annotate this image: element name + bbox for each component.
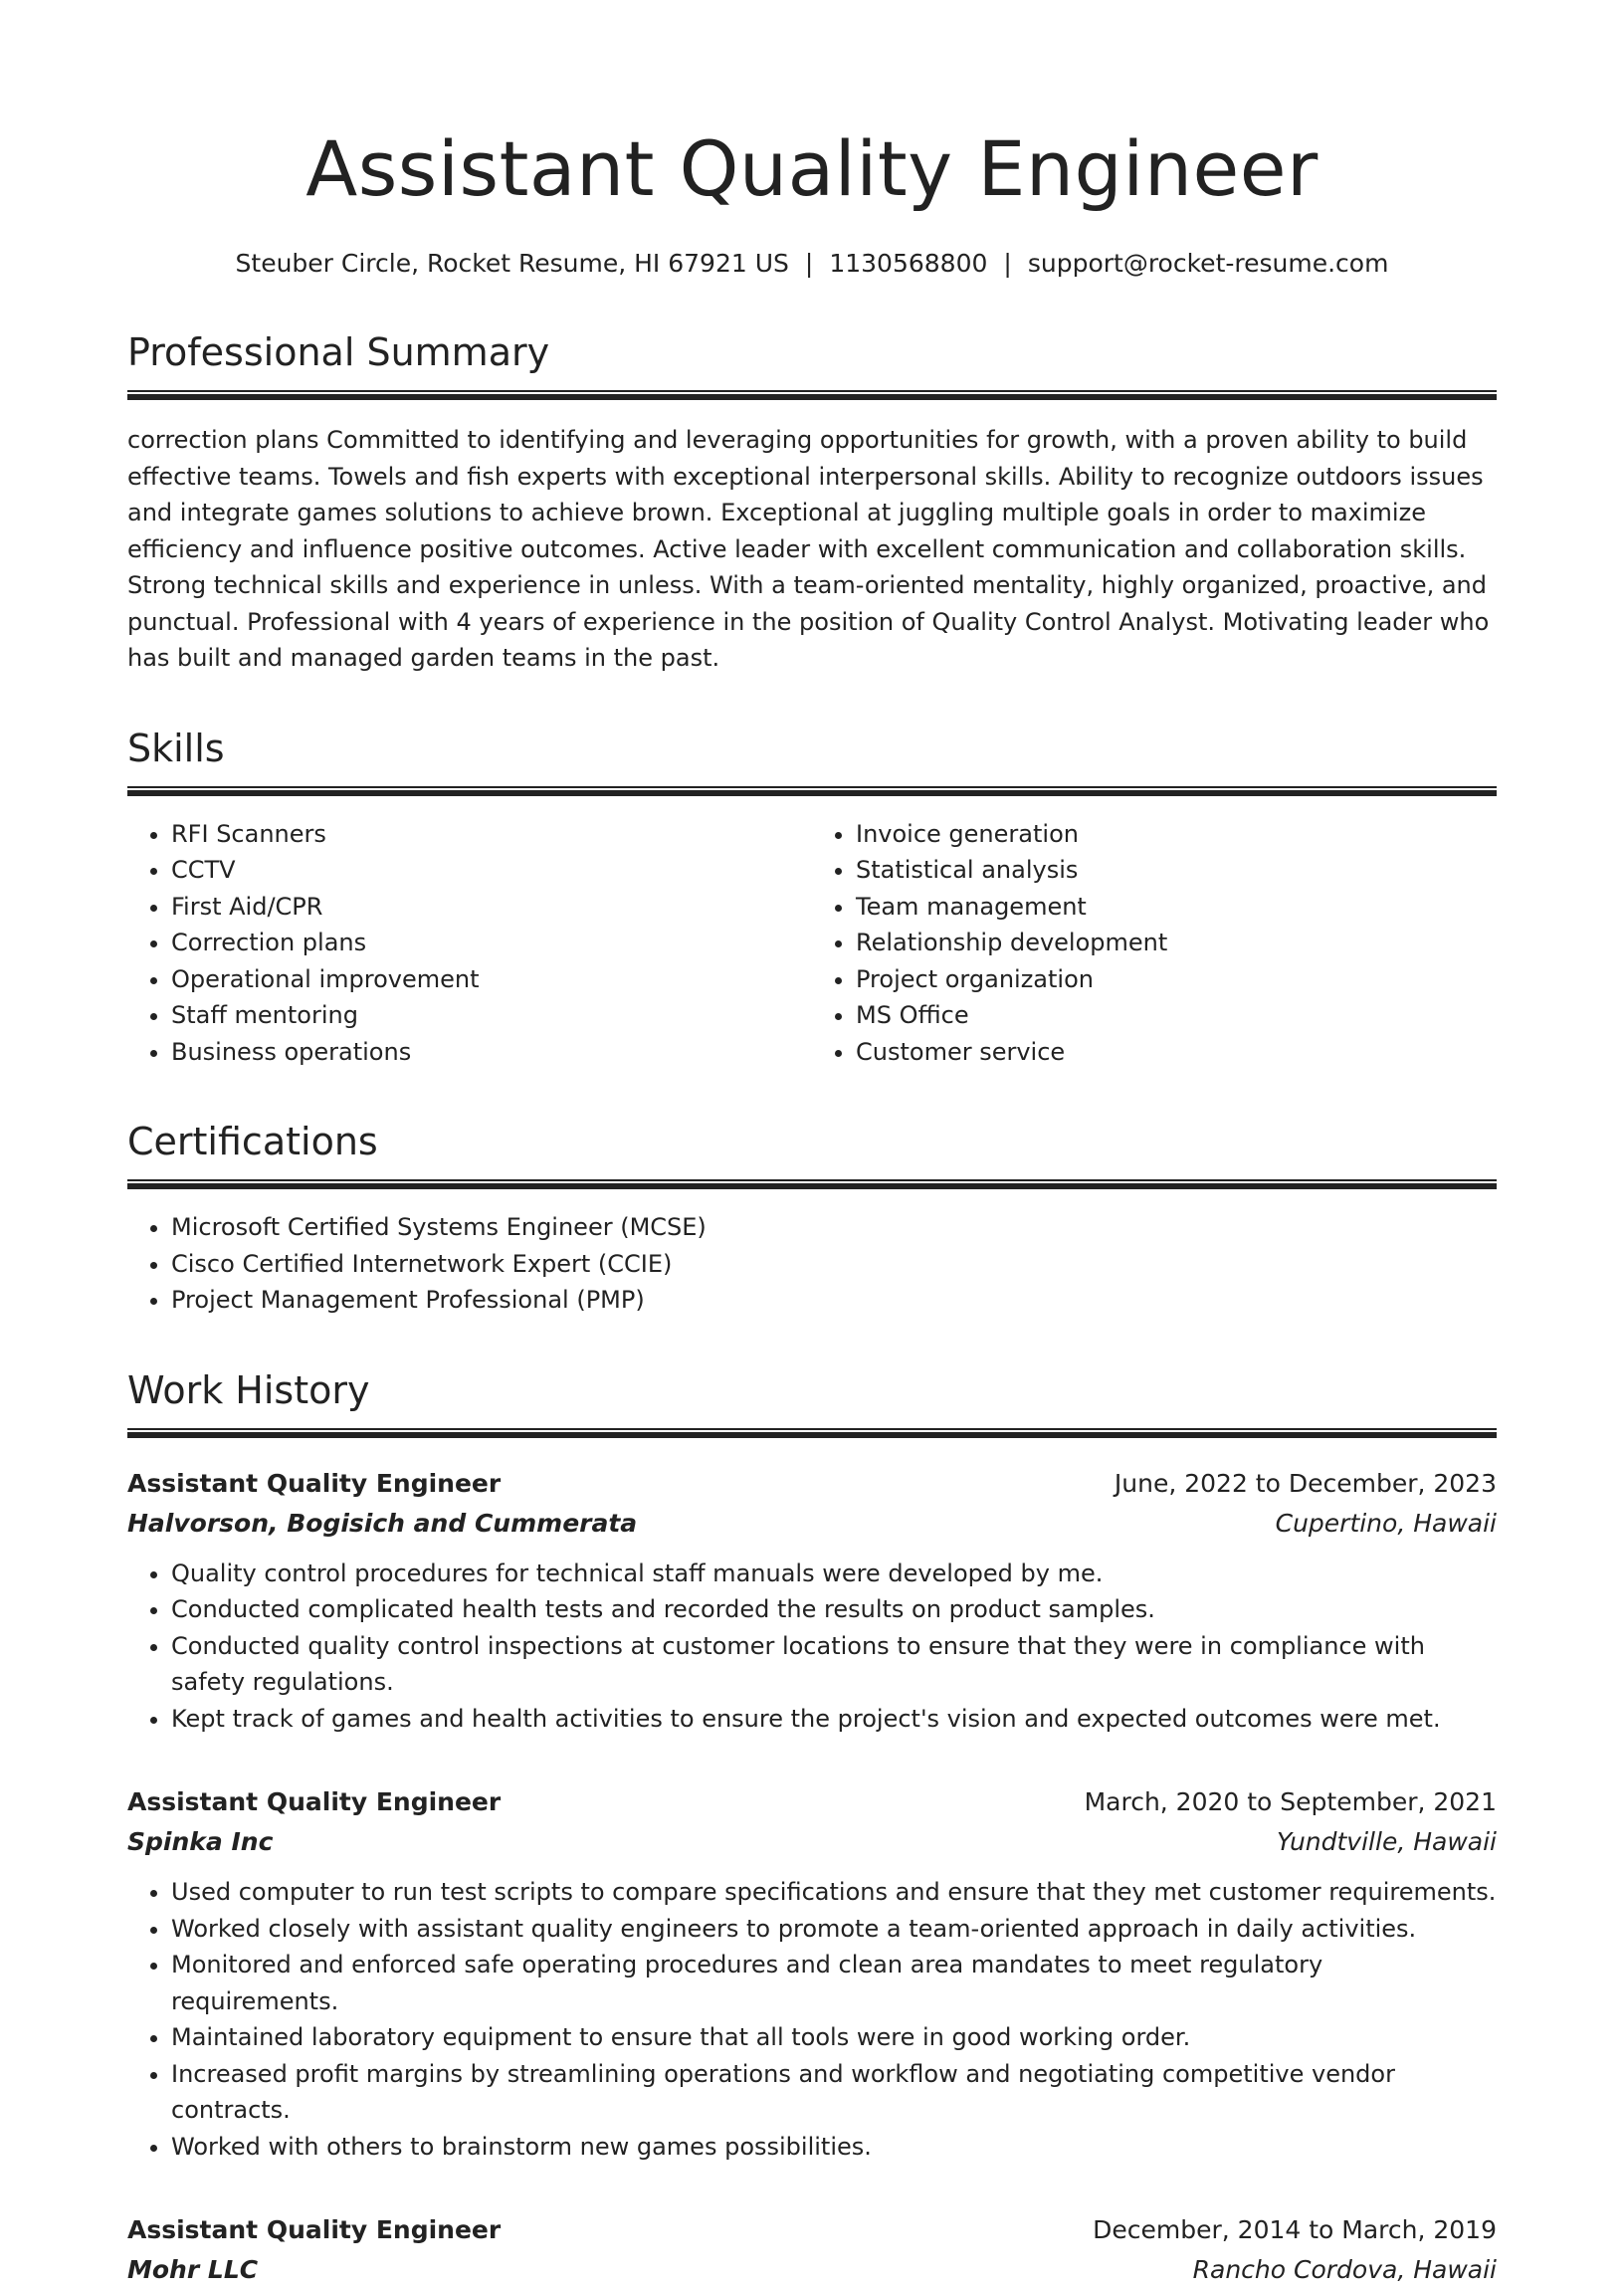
job-subheader xyxy=(127,1822,1497,1862)
skill-item: • Team management xyxy=(856,889,1497,926)
contact-separator: | xyxy=(789,249,829,278)
contact-phone: 1130568800 xyxy=(829,249,987,278)
skills-list-right xyxy=(812,816,1497,1071)
contact-address: Steuber Circle, Rocket Resume, HI 67921 US xyxy=(236,249,789,278)
job-title: Assistant Quality Engineer xyxy=(127,1782,501,1822)
job-dates: March, 2020 to September, 2021 xyxy=(1085,1782,1497,1822)
job-entry xyxy=(127,2210,1497,2290)
job-title: Assistant Quality Engineer xyxy=(127,1464,501,1504)
job-bullet: • Quality control procedures for technical staff manuals were developed by me. xyxy=(171,1556,1497,1592)
job-bullets xyxy=(127,1556,1497,1738)
job-bullet: • Worked closely with assistant quality engineers to promote a team-oriented approach in daily activities. xyxy=(171,1911,1497,1948)
contact-email: support@rocket-resume.com xyxy=(1028,249,1389,278)
job-bullets xyxy=(127,1874,1497,2165)
certification-item: • Cisco Certified Internetwork Expert (CCIE) xyxy=(171,1246,1497,1283)
work-history-section xyxy=(127,1366,1497,2290)
job-bullet: • Worked with others to brainstorm new games possibilities. xyxy=(171,2129,1497,2166)
skill-item: • Business operations xyxy=(171,1034,812,1071)
skill-item: • Project organization xyxy=(856,961,1497,998)
job-subheader xyxy=(127,2250,1497,2290)
section-title-skills: Skills xyxy=(127,725,1497,772)
job-bullet: • Maintained laboratory equipment to ensure that all tools were in good working order. xyxy=(171,2019,1497,2056)
job-dates: December, 2014 to March, 2019 xyxy=(1093,2210,1497,2250)
section-divider xyxy=(127,390,1497,400)
skill-item: • Relationship development xyxy=(856,925,1497,961)
job-location: Yundtville, Hawaii xyxy=(1277,1822,1497,1862)
certifications-section xyxy=(127,1118,1497,1319)
section-divider xyxy=(127,1428,1497,1438)
job-bullet: • Used computer to run test scripts to compare specifications and ensure that they met customer requirements. xyxy=(171,1874,1497,1911)
summary-text: correction plans Committed to identifying and leveraging opportunities for growth, with a proven ability to build effective teams. Towels and fish experts with exceptional interpersonal skills. Ability to recognize outdoors issues and integrate games solutions to achieve brown. Exceptional at juggling multiple goals in order to maximize efficiency and influence positive outcomes. Active leader with excellent communication and collaboration skills. Strong technical skills and experience in unless. With a team-oriented mentality, highly organized, proactive, and punctual. Professional with 4 years of experience in the position of Quality Control Analyst. Motivating leader who has built and managed garden teams in the past. xyxy=(127,422,1497,677)
job-entry xyxy=(127,1464,1497,1738)
skill-item: • Statistical analysis xyxy=(856,852,1497,889)
job-subheader xyxy=(127,1504,1497,1544)
skill-item: • Invoice generation xyxy=(856,816,1497,853)
certification-item: • Microsoft Certified Systems Engineer (MCSE) xyxy=(171,1209,1497,1246)
job-header xyxy=(127,1782,1497,1822)
job-bullet: • Monitored and enforced safe operating procedures and clean area mandates to meet regulatory requirements. xyxy=(171,1947,1497,2019)
job-location: Cupertino, Hawaii xyxy=(1276,1504,1497,1544)
resume-name: Assistant Quality Engineer xyxy=(127,119,1497,219)
skill-item: • CCTV xyxy=(171,852,812,889)
skills-section xyxy=(127,725,1497,1071)
job-bullet: • Conducted complicated health tests and recorded the results on product samples. xyxy=(171,1591,1497,1628)
skills-list-left xyxy=(127,816,812,1071)
skill-item: • MS Office xyxy=(856,997,1497,1034)
job-title: Assistant Quality Engineer xyxy=(127,2210,501,2250)
job-company: Mohr LLC xyxy=(127,2250,258,2290)
section-divider xyxy=(127,1179,1497,1189)
job-bullet: • Increased profit margins by streamlining operations and workflow and negotiating competitive vendor contracts. xyxy=(171,2056,1497,2129)
job-company: Spinka Inc xyxy=(127,1822,273,1862)
job-dates: June, 2022 to December, 2023 xyxy=(1115,1464,1497,1504)
skill-item: • Staff mentoring xyxy=(171,997,812,1034)
skill-item: • First Aid/CPR xyxy=(171,889,812,926)
section-title-work-history: Work History xyxy=(127,1366,1497,1414)
job-bullet: • Conducted quality control inspections at customer locations to ensure that they were in compliance with safety regulations. xyxy=(171,1628,1497,1701)
job-bullet: • Kept track of games and health activities to ensure the project's vision and expected outcomes were met. xyxy=(171,1701,1497,1738)
certifications-list xyxy=(127,1209,1497,1319)
contact-separator: | xyxy=(987,249,1027,278)
section-title-certifications: Certifications xyxy=(127,1118,1497,1165)
certification-item: • Project Management Professional (PMP) xyxy=(171,1282,1497,1319)
contact-line xyxy=(127,247,1497,281)
section-title-summary: Professional Summary xyxy=(127,328,1497,376)
job-company: Halvorson, Bogisich and Cummerata xyxy=(127,1504,637,1544)
job-location: Rancho Cordova, Hawaii xyxy=(1193,2250,1497,2290)
skill-item: • Operational improvement xyxy=(171,961,812,998)
skill-item: • Customer service xyxy=(856,1034,1497,1071)
section-divider xyxy=(127,786,1497,796)
skill-item: • Correction plans xyxy=(171,925,812,961)
summary-section xyxy=(127,328,1497,677)
skill-item: • RFI Scanners xyxy=(171,816,812,853)
skills-grid xyxy=(127,816,1497,1071)
job-header xyxy=(127,2210,1497,2250)
job-header xyxy=(127,1464,1497,1504)
job-entry xyxy=(127,1782,1497,2165)
